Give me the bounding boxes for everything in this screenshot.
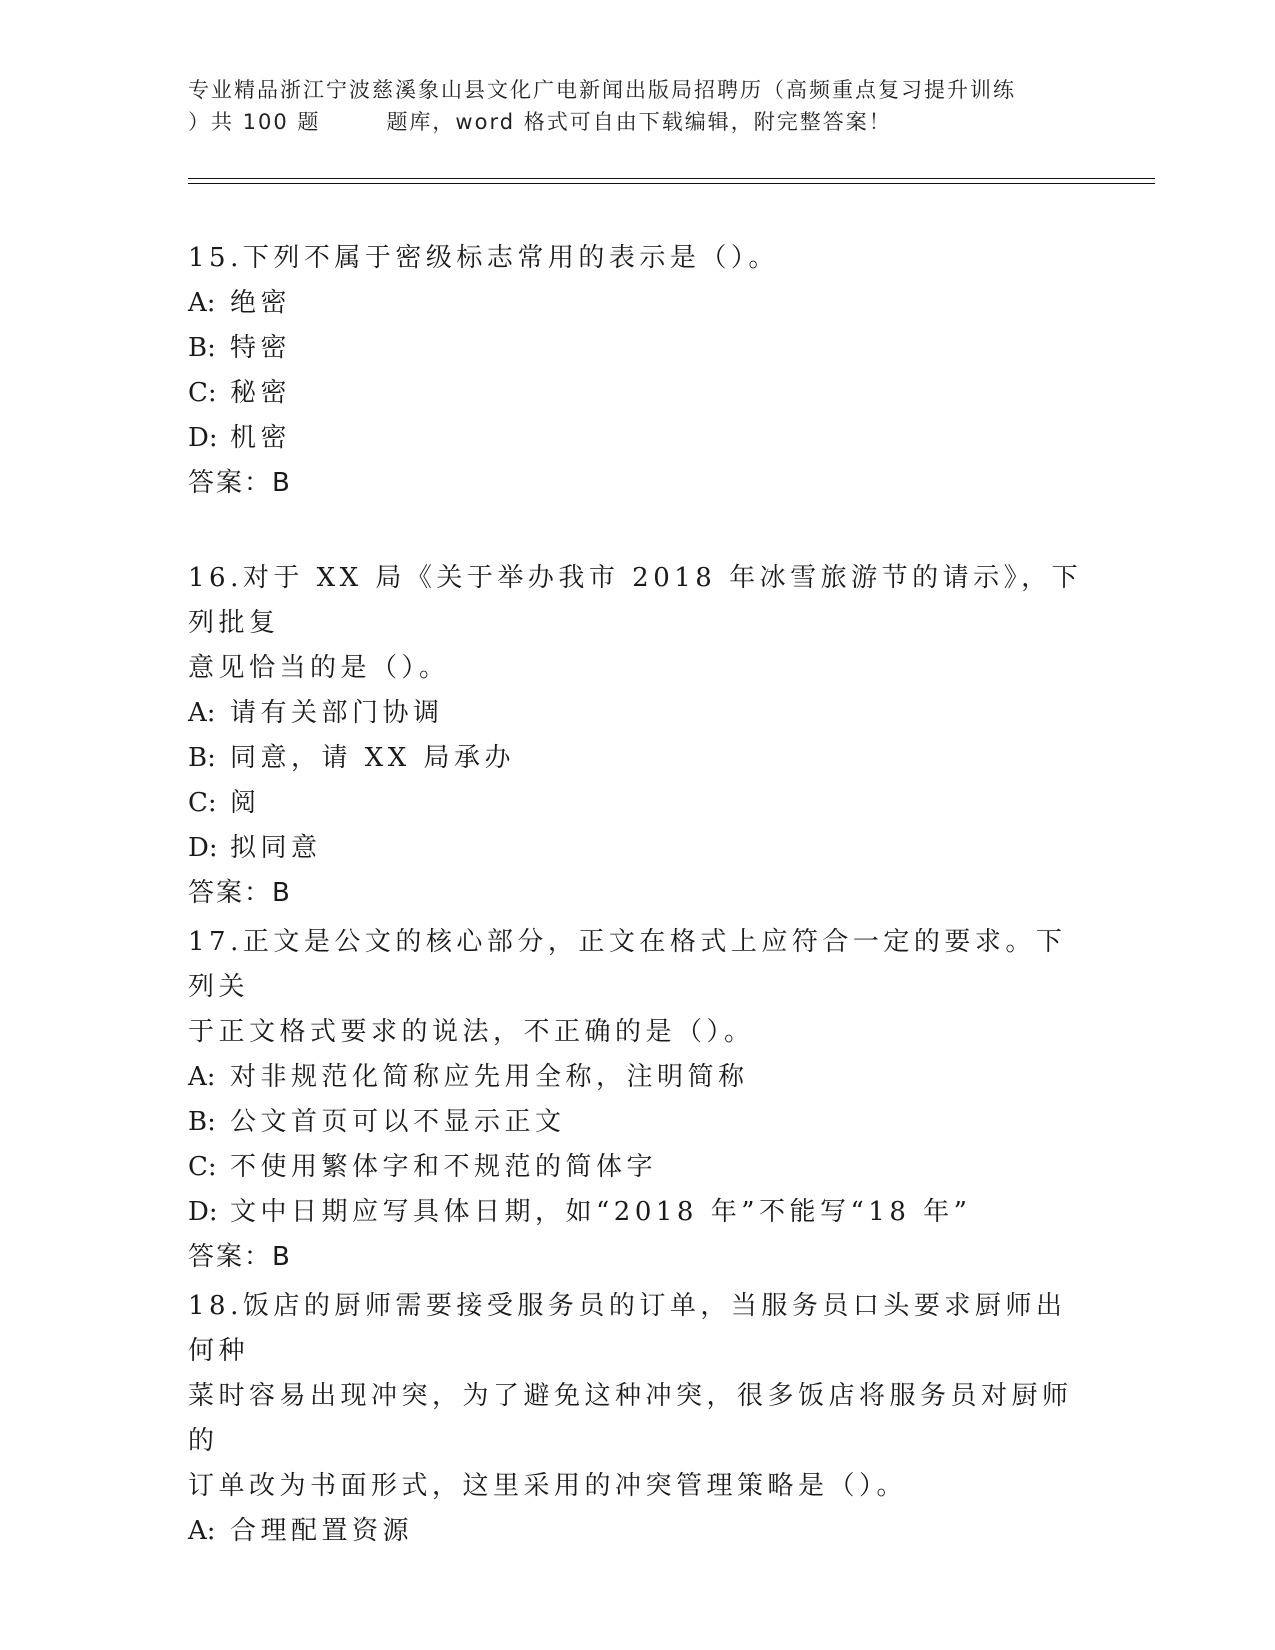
option-letter: B:	[188, 333, 216, 363]
option-c	[188, 1145, 1088, 1190]
option-letter: C:	[188, 788, 217, 818]
option-letter: A:	[188, 1516, 216, 1546]
option-c	[188, 781, 1088, 826]
option-a	[188, 691, 1088, 736]
question-16	[188, 556, 1088, 916]
option-text: 不使用繁体字和不规范的简体字	[230, 1152, 658, 1182]
question-18	[188, 1284, 1088, 1554]
question-stem-line: 菜时容易出现冲突，为了避免这种冲突，很多饭店将服务员对厨师的	[188, 1381, 1073, 1456]
option-d	[188, 416, 1088, 461]
question-stem-line: 18.饭店的厨师需要接受服务员的订单，当服务员口头要求厨师出何种	[188, 1291, 1067, 1366]
option-text: 阅	[230, 788, 261, 818]
option-text: 公文首页可以不显示正文	[230, 1107, 566, 1137]
header-line-2	[188, 106, 1108, 138]
option-text: 拟同意	[230, 833, 322, 863]
option-text: 秘密	[230, 378, 292, 408]
option-letter: B:	[188, 743, 216, 773]
option-d	[188, 1190, 1088, 1235]
option-letter: A:	[188, 698, 216, 728]
option-b	[188, 1100, 1088, 1145]
answer-line: 答案：B	[188, 1242, 292, 1272]
option-a	[188, 1055, 1088, 1100]
option-b	[188, 736, 1088, 781]
option-text: 绝密	[230, 288, 292, 318]
question-stem-line: 15.下列不属于密级标志常用的表示是（）。	[188, 243, 779, 273]
question-stem-line: 订单改为书面形式，这里采用的冲突管理策略是（）。	[188, 1471, 908, 1501]
header-divider-top	[188, 178, 1155, 179]
answer-line: 答案：B	[188, 468, 292, 498]
option-text: 请有关部门协调	[230, 698, 444, 728]
header-line-1: 专业精品浙江宁波慈溪象山县文化广电新闻出版局招聘历（高频重点复习提升训练	[188, 78, 1016, 102]
header-divider-bottom	[188, 183, 1155, 184]
question-stem-line: 16.对于 XX 局《关于举办我市 2018 年冰雪旅游节的请示》，下列批复	[188, 563, 1083, 638]
option-text: 文中日期应写具体日期，如“2018 年”不能写“18 年”	[230, 1197, 972, 1227]
option-a	[188, 281, 1088, 326]
option-letter: C:	[188, 378, 217, 408]
option-letter: C:	[188, 1152, 217, 1182]
option-letter: A:	[188, 1062, 216, 1092]
question-stem-line: 于正文格式要求的说法，不正确的是（）。	[188, 1017, 755, 1047]
option-text: 特密	[230, 333, 292, 363]
option-c	[188, 371, 1088, 416]
option-letter: B:	[188, 1107, 216, 1137]
question-17	[188, 920, 1088, 1280]
option-letter: D:	[188, 423, 218, 453]
question-15	[188, 236, 1088, 506]
question-stem-line: 意见恰当的是（）。	[188, 653, 450, 683]
question-stem-line: 17.正文是公文的核心部分，正文在格式上应符合一定的要求。下列关	[188, 927, 1067, 1002]
header-line-2-part-a: ）共 100 题	[188, 110, 321, 134]
option-letter: A:	[188, 288, 216, 318]
answer-line: 答案：B	[188, 878, 292, 908]
option-text: 合理配置资源	[230, 1516, 414, 1546]
option-letter: D:	[188, 833, 218, 863]
document-header	[188, 74, 1108, 138]
option-b	[188, 326, 1088, 371]
option-letter: D:	[188, 1197, 218, 1227]
option-text: 同意，请 XX 局承办	[230, 743, 516, 773]
option-a	[188, 1509, 1088, 1554]
option-text: 机密	[230, 423, 292, 453]
option-d	[188, 826, 1088, 871]
option-text: 对非规范化简称应先用全称，注明简称	[230, 1062, 749, 1092]
header-line-2-part-b: 题库，word 格式可自由下载编辑，附完整答案！	[386, 110, 892, 134]
